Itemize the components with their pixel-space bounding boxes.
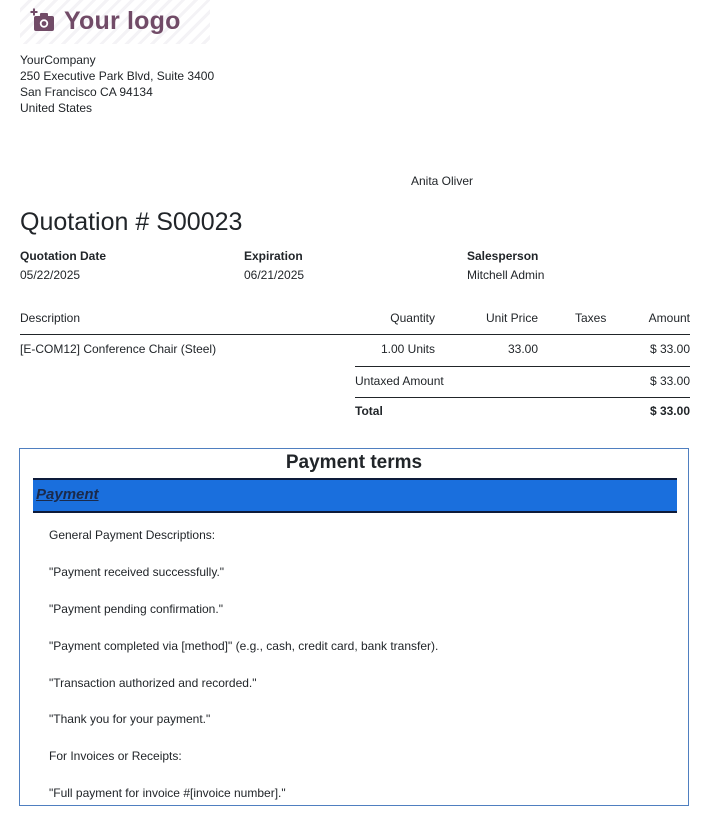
totals-divider — [355, 366, 690, 367]
terms-line: "Transaction authorized and recorded." — [49, 676, 257, 690]
quotation-date-value: 05/22/2025 — [20, 268, 81, 282]
terms-line: For Invoices or Receipts: — [49, 749, 182, 763]
untaxed-amount-label: Untaxed Amount — [355, 374, 444, 388]
company-city: San Francisco CA 94134 — [20, 85, 153, 99]
expiration-label: Expiration — [244, 249, 303, 263]
company-address — [20, 52, 214, 116]
quotation-date-label: Quotation Date — [20, 249, 106, 263]
salesperson-value: Mitchell Admin — [467, 268, 545, 282]
column-header-description: Description — [20, 311, 81, 325]
company-street: 250 Executive Park Blvd, Suite 3400 — [20, 69, 215, 83]
terms-line: "Thank you for your payment." — [49, 712, 211, 726]
total-divider — [355, 397, 690, 398]
terms-line: General Payment Descriptions: — [49, 528, 216, 542]
salesperson-label: Salesperson — [467, 249, 539, 263]
terms-line: "Payment pending confirmation." — [49, 602, 223, 616]
total-value: $ 33.00 — [649, 404, 690, 418]
payment-terms-title: Payment terms — [285, 452, 423, 473]
untaxed-amount-value: $ 33.00 — [649, 374, 690, 388]
column-header-amount: Amount — [648, 311, 690, 325]
terms-line: "Payment completed via [method]" (e.g., cash, credit card, bank transfer). — [49, 639, 439, 653]
terms-line: "Full payment for invoice #[invoice number]." — [49, 786, 286, 800]
total-label: Total — [355, 404, 383, 418]
page-title: Quotation # S00023 — [20, 208, 243, 236]
column-header-taxes: Taxes — [575, 311, 607, 325]
terms-line: "Payment received successfully." — [49, 565, 225, 579]
line-unit-price: 33.00 — [507, 342, 538, 356]
company-name: YourCompany — [20, 53, 96, 67]
line-amount: $ 33.00 — [649, 342, 690, 356]
line-quantity: 1.00 Units — [380, 342, 435, 356]
line-description: [E-COM12] Conference Chair (Steel) — [20, 342, 217, 356]
company-logo — [30, 4, 181, 38]
camera-plus-icon — [30, 8, 56, 34]
payment-section-label: Payment — [36, 486, 99, 503]
expiration-value: 06/21/2025 — [244, 268, 305, 282]
logo-text: Your logo — [64, 6, 181, 35]
column-header-quantity: Quantity — [390, 311, 435, 325]
customer-name: Anita Oliver — [411, 174, 474, 188]
header-divider — [20, 334, 690, 335]
payment-section-band — [33, 478, 677, 513]
company-country: United States — [20, 101, 93, 115]
column-header-unit-price: Unit Price — [485, 311, 538, 325]
